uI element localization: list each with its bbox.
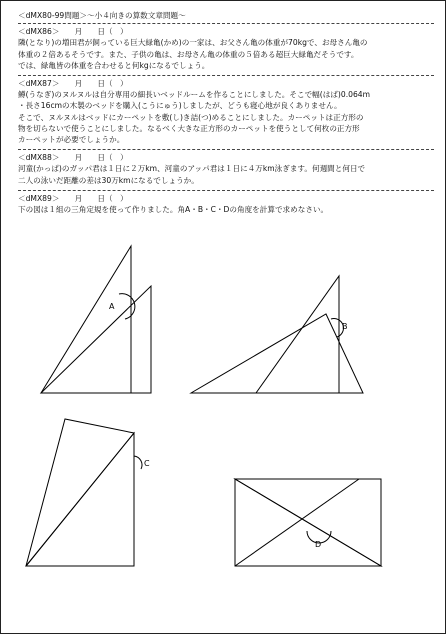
problem-header: ＜dMX88＞ 月 日（ ）	[18, 153, 128, 163]
figure-b	[191, 276, 363, 393]
figure-c	[26, 419, 150, 566]
problem-line: カーペットが必要でしょうか。	[18, 135, 125, 145]
problem-header: ＜dMX89＞ 月 日（ ）	[18, 193, 128, 203]
angle-label-b: B	[342, 322, 348, 331]
problem-line: 河童(かっぱ)のガッパ君は１日に２万km、河童のアッパ君は１日に４万km泳ぎます。何週間と何日で	[18, 164, 366, 174]
angle-label-c: C	[144, 459, 150, 468]
triangle-figures	[1, 1, 446, 634]
worksheet-title: ＜dMX80-99問題＞～小４向きの算数文章問題～	[18, 11, 186, 20]
angle-arc-c	[134, 456, 142, 469]
problem-line: では、緑亀皆の体重を合わせると何kgになるでしょう。	[18, 60, 210, 70]
problem-line: 二人の泳いだ距離の差は30万kmになるでしょうか。	[18, 175, 199, 185]
problem-line: そこで、ヌルヌルはベッドにカーペットを敷(し)き詰(つ)めることにしました。カーペットは正方形の	[18, 112, 364, 122]
problem-header: ＜dMX87＞ 月 日（ ）	[18, 79, 128, 89]
set-square-triangle	[235, 479, 381, 566]
problem-line: ・長さ16cmの木製のベッドを購入(こうにゅう)しましたが、どうも寝心地が良くありません。	[18, 101, 342, 111]
problem-line: 物を切らないで使うことにしました。なるべく大きな正方形のカーペットを使うとして何枚の正方形	[18, 123, 360, 133]
set-square-triangle	[256, 276, 339, 393]
problem-line: 鱒(うなぎ)のヌルヌルは自分専用の細長いベッドルームを作ることにしました。そこで幅(はば)0.064m	[18, 90, 371, 100]
angle-label-d: D	[315, 540, 322, 549]
figure-d	[235, 479, 381, 566]
triangle-edge	[235, 479, 359, 566]
problem-line: 下の図は１組の三角定規を使って作りました。角A・B・C・Dの角度を計算で求めなさい。	[18, 205, 329, 215]
problem-line: 隣(となり)の増田君が飼っている巨大緑亀(かめ)の一家は、お父さん亀の体重が70kgで、お母さん亀の	[18, 38, 368, 48]
figure-a	[41, 246, 151, 393]
problem-header: ＜dMX86＞ 月 日（ ）	[18, 27, 128, 37]
set-square-triangle	[26, 419, 134, 566]
problem-line: 体重の２倍あるそうです。また、子供の亀は、お母さん亀の体重の５倍ある超巨大緑亀だそうです。	[18, 49, 359, 59]
set-square-triangle	[41, 246, 131, 393]
angle-label-a: A	[109, 302, 115, 311]
set-square-triangle	[26, 433, 134, 566]
set-square-triangle	[191, 314, 363, 393]
